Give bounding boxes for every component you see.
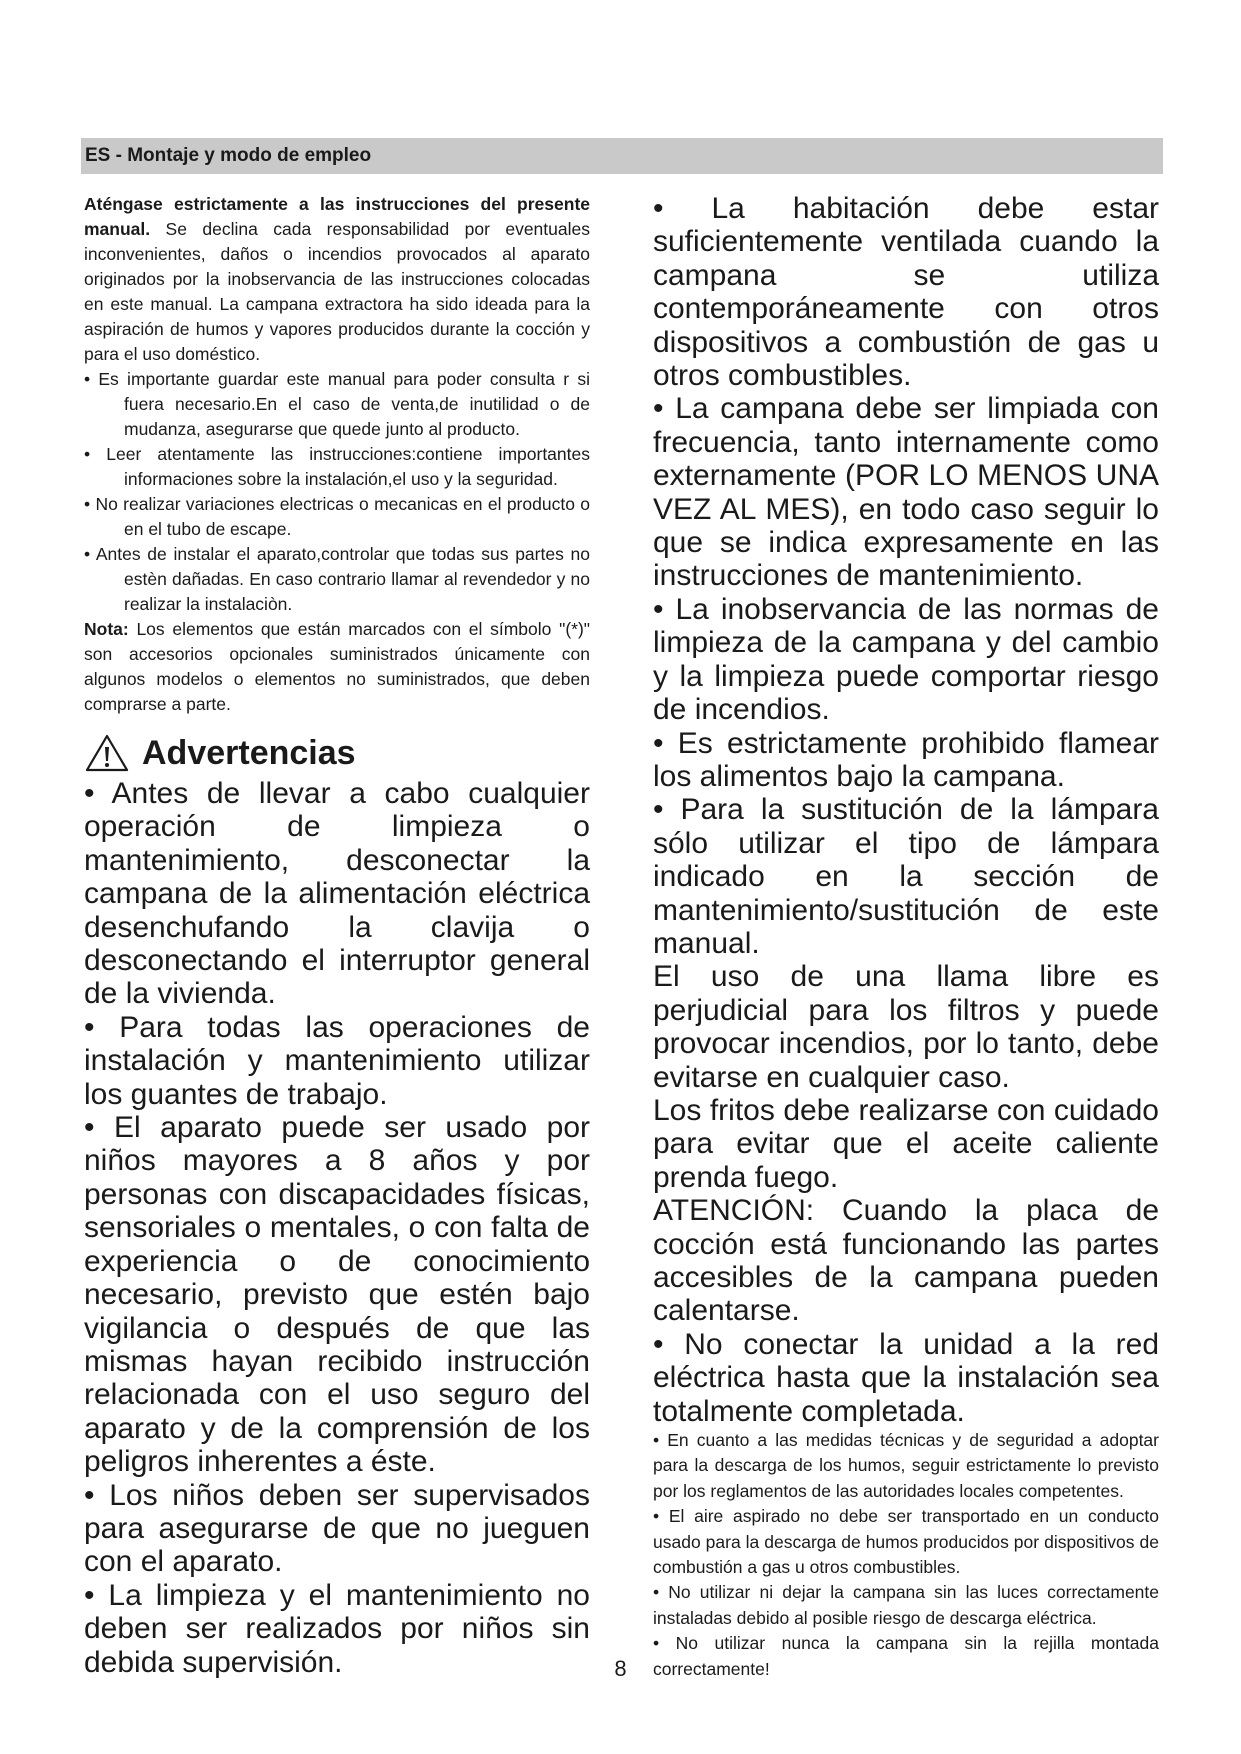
intro-body: Se declina cada responsabilidad por eventuales inconvenientes, daños o incendios provocados al aparato originados por la inobservancia de las instrucciones colocadas en este manual. La campana extractora ha sido ideada para la aspiración de humos y vapores producidos durante la cocción y para el uso doméstico.	[84, 219, 590, 364]
section-title: ES - Montaje y modo de empleo	[85, 145, 372, 166]
warning-item: • La habitación debe estar suficientemente ventilada cuando la campana se utiliza contemporáneamente con otros dispositivos a combustión de gas u otros combustibles.	[653, 192, 1159, 393]
left-column	[84, 192, 590, 1679]
nota-text: Los elementos que están marcados con el símbolo "(*)" son accesorios opcionales suministrados únicamente con algunos modelos o elementos no suministrados, que deben comprarse a parte.	[84, 619, 590, 714]
bullet-item: • Es importante guardar este manual para poder consulta r si fuera necesario.En el caso de venta,de inutilidad o de mudanza, asegurarse que quede junto al producto.	[84, 369, 590, 439]
warning-item: • La campana debe ser limpiada con frecuencia, tanto internamente como externamente (POR LO MENOS UNA VEZ AL MES), en todo caso seguir lo que se indica expresamente en las instrucciones de mantenimiento.	[653, 392, 1159, 593]
warning-item: • Antes de llevar a cabo cualquier operación de limpieza o mantenimiento, desconectar la campana de la alimentación eléctrica desenchufando la clavija o desconectando el interruptor general de la vivienda.	[84, 777, 590, 1011]
bullet-item: • No realizar variaciones electricas o mecanicas en el producto o en el tubo de escape.	[84, 494, 590, 539]
section-header-bar	[81, 138, 1163, 174]
intro-lead: Aténgase estrictamente a las instrucciones del presente manual.	[84, 194, 590, 239]
nota-label: Nota:	[84, 619, 129, 639]
warning-item: El uso de una llama libre es perjudicial para los filtros y puede provocar incendios, por lo tanto, debe evitarse en cualquier caso.	[653, 960, 1159, 1094]
warning-item: ATENCIÓN: Cuando la placa de cocción está funcionando las partes accesibles de la campana pueden calentarse.	[653, 1194, 1159, 1328]
warning-item: • La limpieza y el mantenimiento no deben ser realizados por niños sin debida supervisión.	[84, 1578, 590, 1679]
right-column	[653, 192, 1159, 1682]
warning-triangle-icon	[84, 733, 130, 773]
intro-paragraph	[84, 192, 590, 367]
nota-paragraph	[84, 617, 590, 717]
warning-item: • El aparato puede ser usado por niños mayores a 8 años y por personas con discapacidades físicas, sensoriales o mentales, o con falta de experiencia o de conocimiento necesario, previsto que estén bajo vigilancia o después de que las mismas hayan recibido instrucción relacionada con el uso seguro del aparato y de la comprensión de los peligros inherentes a éste.	[84, 1111, 590, 1479]
warnings-title: Advertencias	[142, 733, 356, 772]
page-number: 8	[614, 1656, 627, 1681]
warning-item: • Los niños deben ser supervisados para asegurarse de que no jueguen con el aparato.	[84, 1478, 590, 1579]
warning-item: • Para la sustitución de la lámpara sólo utilizar el tipo de lámpara indicado en la sección de mantenimiento/sustitución de este manual.	[653, 793, 1159, 960]
small-warning-item: • No utilizar nunca la campana sin la rejilla montada correctamente!	[653, 1633, 1159, 1679]
small-warning-item: • El aire aspirado no debe ser transportado en un conducto usado para la descarga de humos producidos por dispositivos de combustión a gas u otros combustibles.	[653, 1506, 1159, 1578]
bullet-item: • Antes de instalar el aparato,controlar que todas sus partes no estèn dañadas. En caso contrario llamar al revendedor y no realizar la instalaciòn.	[84, 544, 590, 614]
small-warning-item: • En cuanto a las medidas técnicas y de seguridad a adoptar para la descarga de los humos, seguir estrictamente lo previsto por los reglamentos de las autoridades locales competentes.	[653, 1430, 1159, 1501]
small-warning-item: • No utilizar ni dejar la campana sin las luces correctamente instaladas debido al posible riesgo de descarga eléctrica.	[653, 1582, 1159, 1628]
warnings-heading	[84, 731, 590, 775]
warning-item: • La inobservancia de las normas de limpieza de la campana y del cambio y la limpieza puede comportar riesgo de incendios.	[653, 592, 1159, 727]
bullet-item: • Leer atentamente las instrucciones:contiene importantes informaciones sobre la instalación,el uso y la seguridad.	[84, 444, 590, 489]
warning-item: • No conectar la unidad a la red eléctrica hasta que la instalación sea totalmente completada.	[653, 1327, 1159, 1428]
warning-item: • Es estrictamente prohibido flamear los alimentos bajo la campana.	[653, 726, 1159, 793]
warning-item: Los fritos debe realizarse con cuidado para evitar que el aceite caliente prenda fuego.	[653, 1093, 1159, 1194]
warning-item: • Para todas las operaciones de instalación y mantenimiento utilizar los guantes de trabajo.	[84, 1010, 590, 1111]
